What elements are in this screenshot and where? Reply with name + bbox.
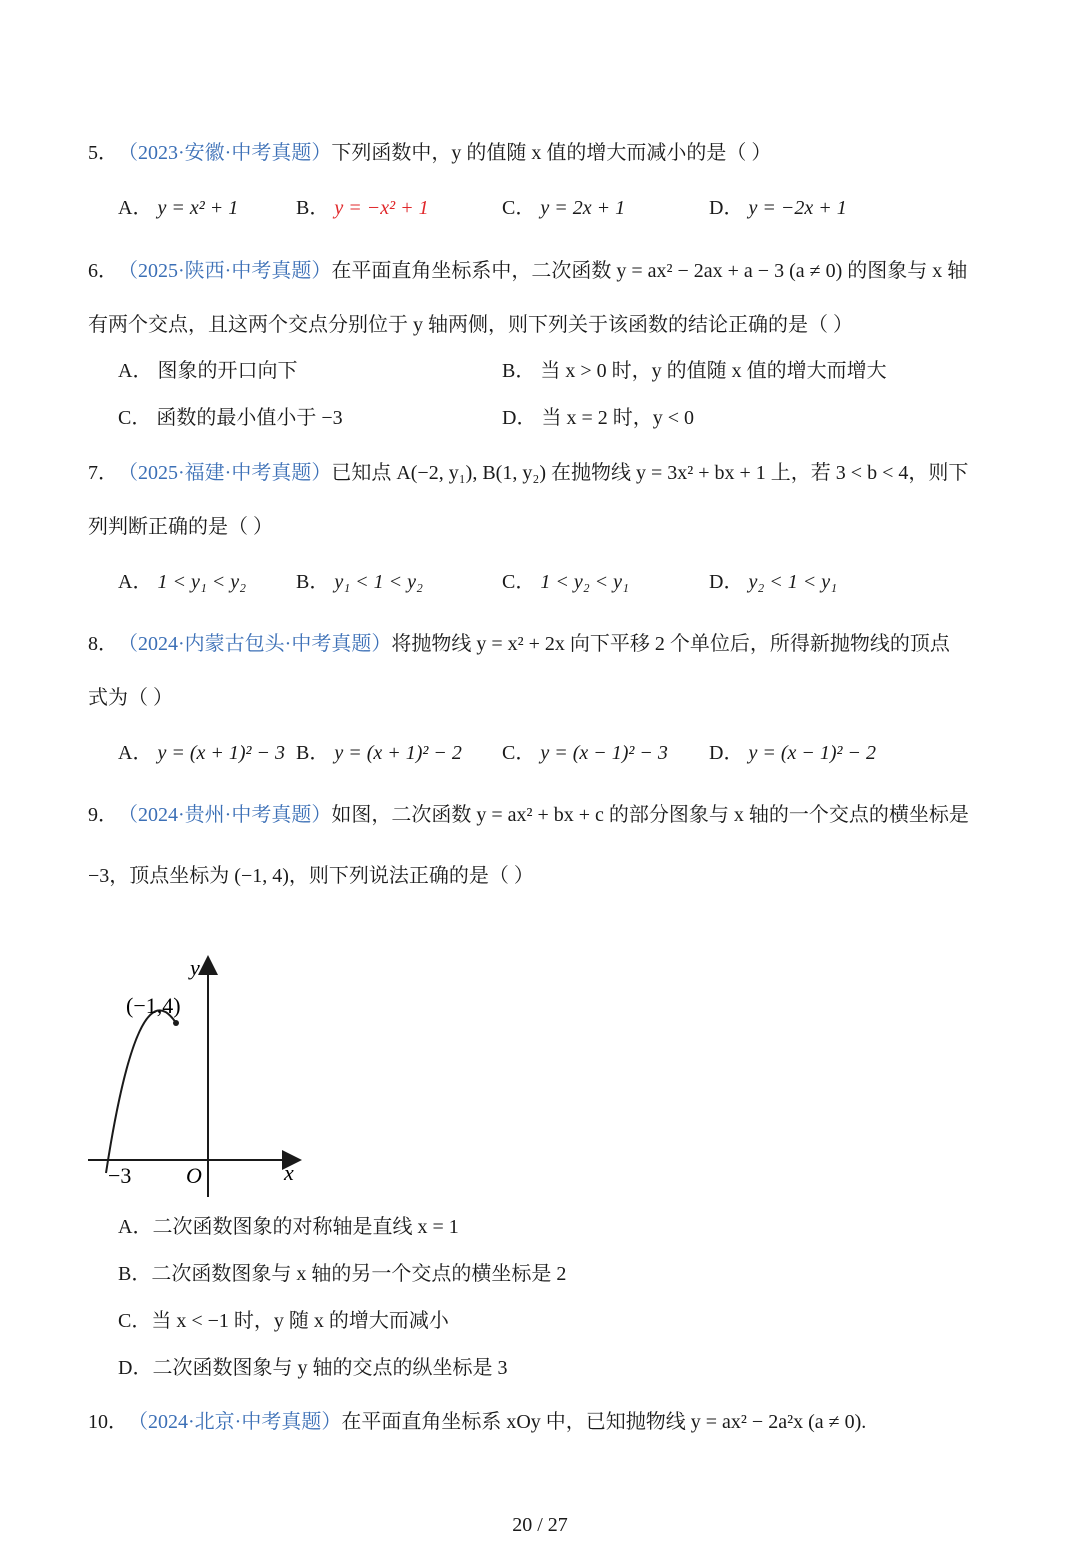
question-5: 5． （2023·安徽·中考真题）下列函数中，y 的值随 x 值的增大而减小的是（ ） (88, 142, 772, 164)
option-a: A． y = (x + 1)² − 3 (118, 742, 286, 764)
question-source: （2024·内蒙古包头·中考真题） (128, 633, 392, 655)
option-d: D． y = −2x + 1 (709, 197, 847, 219)
question-7-line-2: 列判断正确的是（ ） (88, 516, 273, 538)
question-8: 8． （2024·内蒙古包头·中考真题）将抛物线 y = x² + 2x 向下平移 2 个单位后，所得新抛物线的顶点 (88, 633, 950, 655)
option-a: A． y = x² + 1 (118, 197, 239, 219)
option-b: B． y = (x + 1)² − 2 (296, 742, 462, 764)
question-9-line-2: −3，顶点坐标为 (−1, 4)，则下列说法正确的是（ ） (88, 865, 534, 887)
question-source: （2024·贵州·中考真题） (128, 804, 332, 826)
option-d: D． y₂ < 1 < y₁ (709, 571, 838, 593)
option-d: D．二次函数图象与 y 轴的交点的纵坐标是 3 (118, 1357, 508, 1379)
option-c: C． y = 2x + 1 (502, 197, 626, 219)
question-source: （2025·陕西·中考真题） (128, 260, 332, 282)
question-6: 6． （2025·陕西·中考真题）在平面直角坐标系中，二次函数 y = ax² − 2ax + a − 3 (a ≠ 0) 的图象与 x 轴 (88, 260, 968, 282)
option-a: A．二次函数图象的对称轴是直线 x = 1 (118, 1216, 459, 1238)
question-source: （2024·北京·中考真题） (138, 1411, 342, 1433)
option-d: D． y = (x − 1)² − 2 (709, 742, 877, 764)
question-10: 10． （2024·北京·中考真题）在平面直角坐标系 xOy 中，已知抛物线 y = ax² − 2a²x (a ≠ 0). (88, 1411, 867, 1433)
option-b: B． y₁ < 1 < y₂ (296, 571, 423, 593)
option-a: A． 图象的开口向下 (118, 360, 298, 382)
vertex-point (173, 1020, 179, 1026)
page-number: 20 / 27 (512, 1514, 568, 1536)
question-6-line-2: 有两个交点，且这两个交点分别位于 y 轴两侧，则下列关于该函数的结论正确的是（ ） (88, 314, 853, 336)
question-8-line-2: 式为（ ） (88, 687, 173, 709)
question-9: 9． （2024·贵州·中考真题）如图，二次函数 y = ax² + bx + c 的部分图象与 x 轴的一个交点的横坐标是 (88, 804, 969, 826)
y-axis-label: y (190, 955, 200, 980)
option-b-highlighted: B． y = −x² + 1 (296, 197, 429, 219)
root-label: −3 (108, 1163, 132, 1188)
option-c: C．当 x < −1 时，y 随 x 的增大而减小 (118, 1310, 449, 1332)
vertex-label: (−1,4) (126, 993, 181, 1018)
option-c: C． 函数的最小值小于 −3 (118, 407, 343, 429)
option-b: B． 当 x > 0 时，y 的值随 x 值的增大而增大 (502, 360, 887, 382)
option-c: C． y = (x − 1)² − 3 (502, 742, 668, 764)
option-a: A． 1 < y₁ < y₂ (118, 571, 247, 593)
option-c: C． 1 < y₂ < y₁ (502, 571, 629, 593)
parabola-figure (88, 945, 308, 1205)
x-axis-label: x (284, 1160, 294, 1185)
question-7: 7． （2025·福建·中考真题）已知点 A(−2, y₁), B(1, y₂) 在抛物线 y = 3x² + bx + 1 上，若 3 < b < 4，则下 (88, 462, 969, 484)
option-b: B．二次函数图象与 x 轴的另一个交点的横坐标是 2 (118, 1263, 567, 1285)
question-source: （2023·安徽·中考真题） (128, 142, 332, 164)
parabola-curve (106, 1010, 176, 1173)
question-source: （2025·福建·中考真题） (128, 462, 332, 484)
origin-label: O (186, 1163, 202, 1188)
option-d: D． 当 x = 2 时，y < 0 (502, 407, 695, 429)
